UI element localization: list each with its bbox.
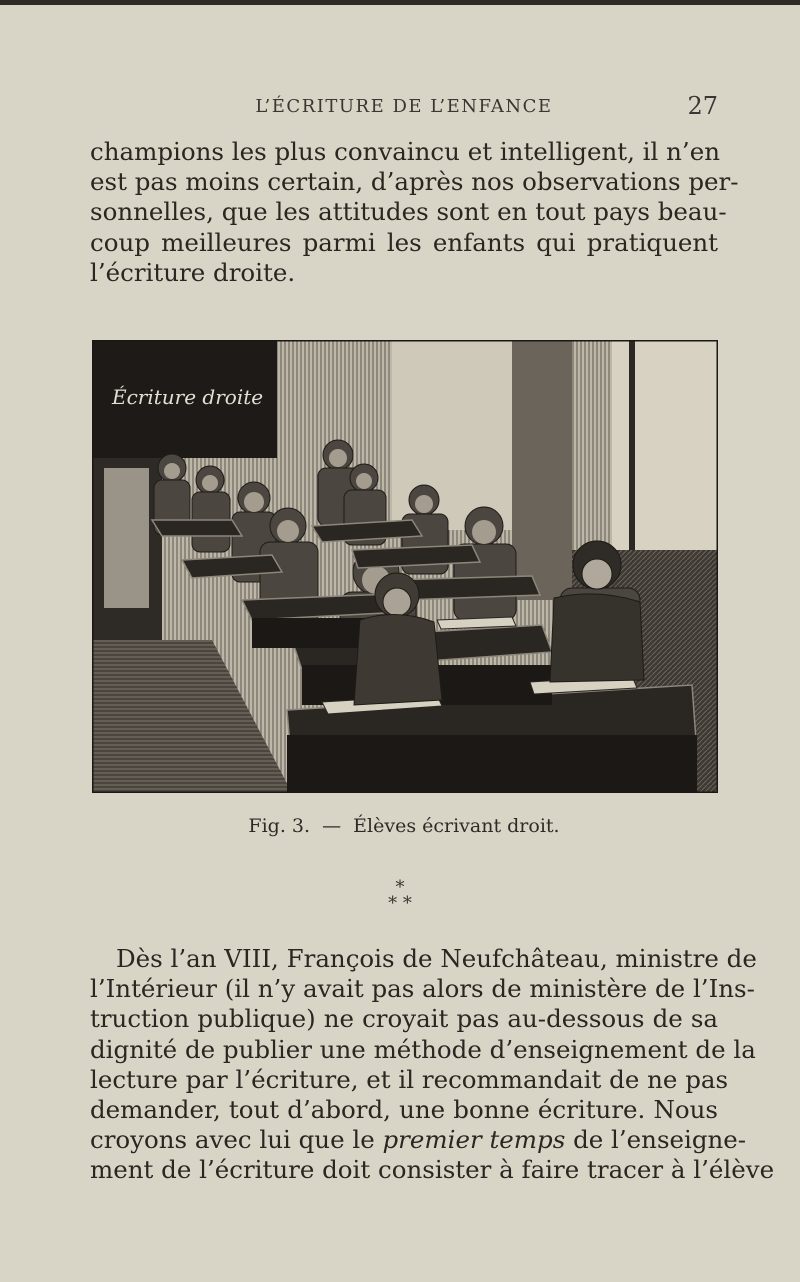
text-fragment: croyons avec lui que le [90, 1125, 383, 1155]
text-line: est pas moins certain, d’après nos observations per- [90, 167, 739, 197]
text-line: dignité de publier une méthode d’enseignement de la [90, 1034, 756, 1064]
text-line: l’écriture droite. [90, 257, 296, 287]
figure-number: Fig. 3. [248, 815, 311, 837]
running-title: L’ÉCRITURE DE L’ENFANCE [255, 96, 553, 117]
caption-dash: — [322, 815, 342, 837]
text-line: sonnelles, que les attitudes sont en tout pays beau- [90, 197, 727, 227]
page-header [90, 92, 718, 122]
caption-text: Élèves écrivant droit. [353, 815, 560, 837]
engraving-drawing [92, 340, 718, 793]
text-line: l’Intérieur (il n’y avait pas alors de ministère de l’Ins- [90, 974, 755, 1004]
text-line: demander, tout d’abord, une bonne écriture. Nous [90, 1095, 718, 1125]
text-line [90, 1125, 747, 1155]
asterism-bottom: * * [388, 893, 412, 914]
asterism [370, 877, 430, 914]
text-line: coup meilleures parmi les enfants qui pratiquent [90, 227, 718, 257]
page-top-edge [0, 0, 800, 5]
asterism-top: * [395, 877, 405, 898]
paragraph-1 [90, 137, 739, 288]
text-line: lecture par l’écriture, et il recommandait de ne pas [90, 1064, 729, 1094]
text-line: ment de l’écriture doit consister à faire tracer à l’élève [90, 1155, 775, 1185]
page-number: 27 [687, 92, 718, 120]
text-line: Dès l’an VIII, François de Neufchâteau, ministre de [116, 944, 757, 973]
blackboard-text: Écriture droite [112, 385, 264, 409]
figure-caption [90, 815, 718, 837]
classroom-illustration [92, 340, 718, 793]
text-fragment: de l’enseigne- [565, 1125, 747, 1155]
emphasis-text: premier temps [382, 1125, 566, 1155]
text-line: champions les plus convaincu et intelligent, il n’en [90, 137, 720, 166]
paragraph-2 [90, 944, 775, 1186]
text-line: truction publique) ne croyait pas au-dessous de sa [90, 1004, 718, 1034]
